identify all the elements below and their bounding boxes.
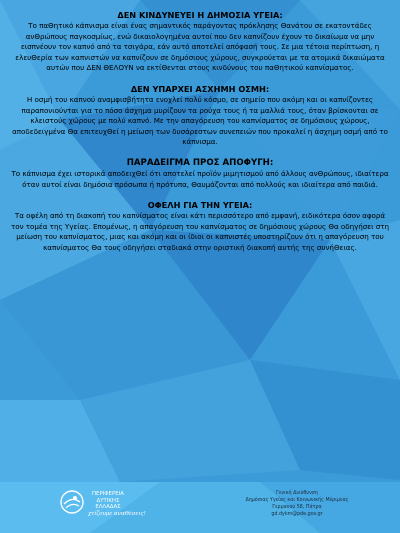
address-line: Δημόσιας Υγείας και Κοινωνικής Μέριμνας [245, 498, 349, 503]
region-name-line: ΠΕΡΙΦΕΡΕΙΑ [92, 491, 124, 497]
section-text: Το παΘητικό κάπνισμα είναι ένας σημαντικός παράγοντας πρόκλησης Θανάτου σε εκατοντάδες ανΘρώπους παγκοσμίως, ενώ δικαιολογημένα αυτοί που δεν καπνίζουν έχουν το δικαίωμα να μην εισπνέουν τον καπνό από τα τσιγάρα, εάν αυτό αποτελεί απόφασή τους. Σε μια τέτοια περίπτωση, η ελευΘερία των καπνιστών να καπνίζουν σε δημόσιους χώρους, συγκρούεται με τα ατομικά δικαιώματα αυτών που ΔΕΝ ΘΕΛΟΥΝ να εκτίΘενται στους κινδύνους του παΘητικού καπνίσματος. [15, 21, 385, 73]
section-public-health [8, 10, 392, 74]
document-body [8, 10, 392, 264]
section-example [8, 158, 392, 190]
section-heading: ΔΕΝ ΚΙΝΔΥΝΕΥΕΙ Η ΔΗΜΟΣΙΑ ΥΓΕΙΑ: [117, 10, 283, 20]
section-heading: ΟΦΕΛΗ ΓΙΑ ΤΗΝ ΥΓΕΙΑ: [147, 200, 253, 211]
section-bad-smell [8, 84, 392, 148]
email-link[interactable]: gd.dykm@pde.gov.gr [271, 512, 323, 517]
region-name-line: ΔΥΤΙΚΗΣ [96, 497, 120, 504]
region-name-line: ΕΛΛΑΔΑΣ [95, 504, 121, 511]
section-text: Η οσμή του καπνού αναμφισβήτητα ενοχλεί πολύ κόσμο, σε σημείο που ακόμη και οι καπνίζοντες παραπονιούνται για το πόσο άσχημα μυρίζουν τα ρούχα τους ή τα μαλλιά τους, όταν βρίσκονται σε κλειστούς χώρους με πολύ καπνό. Με την απαγόρευση του καπνίσματος σε δημόσιους χώρους, αποδεδειγμένα Θα επιτευχΘεί η μείωση των δυσάρεστων συνεπειών που προκαλεί η άσχημη οσμή από το κάπνισμα. [12, 94, 388, 147]
region-logo-icon [60, 490, 84, 514]
address-line: Γενική Διεύθυνση [276, 491, 318, 496]
region-slogan: χτίζουμε αναΘέσεις! [88, 511, 146, 517]
section-heading: ΠΑΡΑΔΕΙΓΜΑ ΠΡΟΣ ΑΠΟΦΥΓΗ: [126, 157, 274, 168]
section-heading: ΔΕΝ ΥΠΑΡΧΕΙ ΑΣΧΗΜΗ ΟΣΜΗ: [130, 83, 270, 94]
section-health-benefits [8, 200, 392, 253]
footer [0, 482, 400, 533]
section-text: Τα οφέλη από τη διακοπή του καπνίσματος είναι κάτι περισσότερο από εμφανή, ειδικότερα όσον αφορά τον τομέα της Υγείας. Επομένως, η απαγόρευση του καπνίσματος σε δημόσιους χώρους Θα οδηγήσει στη μείωση του καπνίσματος, μιας και ακόμη και οι ίδιοι οι καπνιστές υποστηρίζουν ότι η απαγόρευση του καπνίσματος Θα τους οδηγήσει σταδιακά στην οριστική διακοπή αυτής της συνήΘειας. [10, 211, 390, 252]
section-text: Το κάπνισμα έχει ιστορικά αποδειχΘεί ότι αποτελεί προϊόν μιμητισμού από άλλους ανΘρώπους, ιδιαίτερα όταν αυτοί είναι δημόσια πρόσωπα ή πρότυπα, Θαυμάζονται από πολλούς και ιδιαίτερα από παιδιά. [11, 168, 389, 189]
region-name [92, 491, 124, 511]
directorate-address [232, 490, 362, 518]
address-line: Γερμανού 58, Πάτρα [272, 505, 322, 510]
